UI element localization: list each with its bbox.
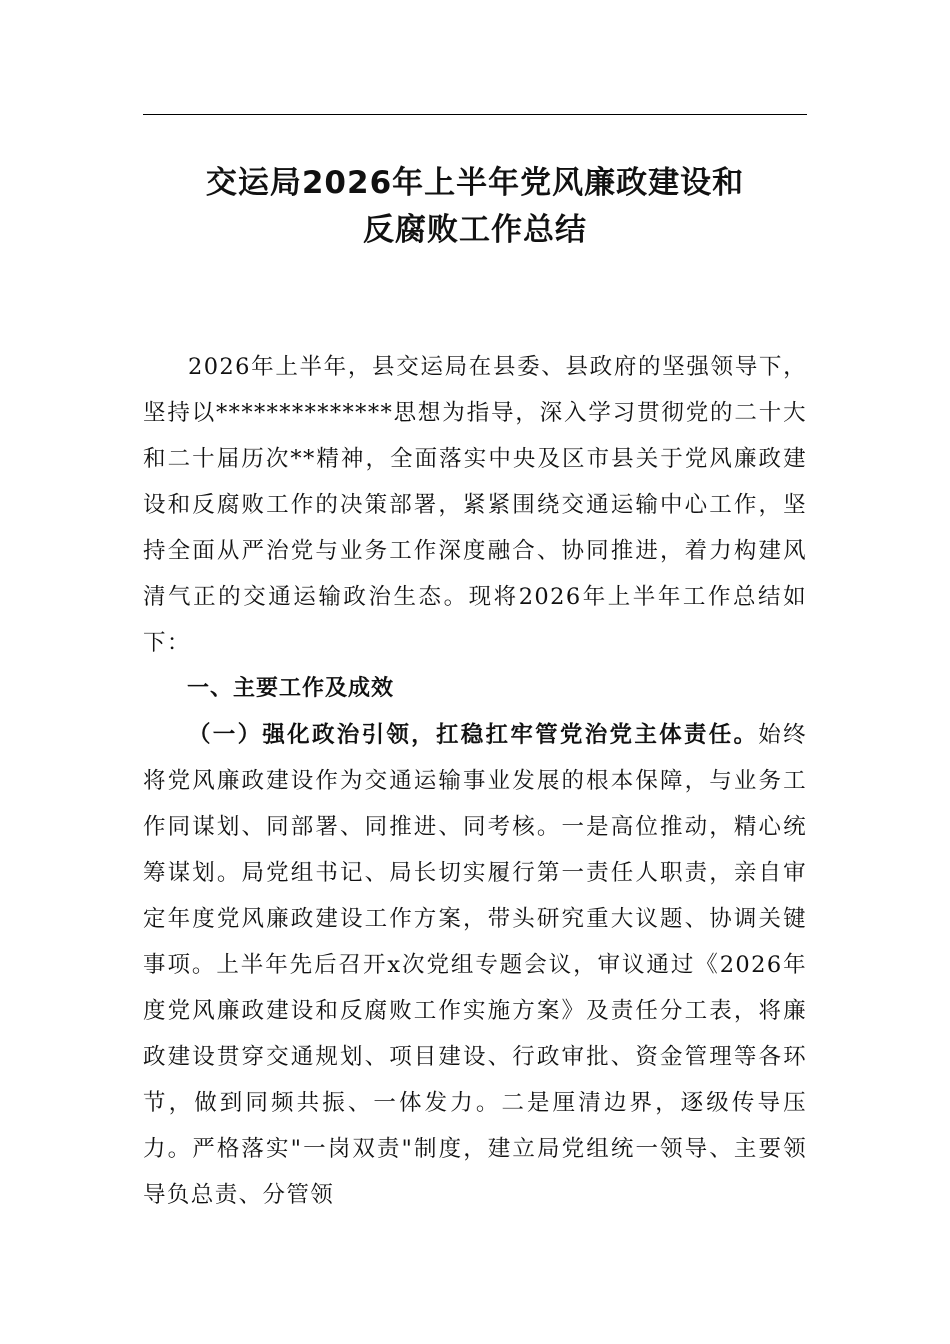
subsection-1-paragraph (143, 712, 807, 1218)
section-heading-1: 一、主要工作及成效 (187, 676, 395, 701)
header-rule (143, 114, 807, 115)
title-line-2: 反腐败工作总结 (363, 212, 587, 248)
subsection-1-body: 始终将党风廉政建设作为交通运输事业发展的根本保障，与业务工作同谋划、同部署、同推进、同考核。一是高位推动，精心统筹谋划。局党组书记、局长切实履行第一责任人职责，亲自审定年度党风廉政建设工作方案，带头研究重大议题、协调关键事项。上半年先后召开x次党组专题会议，审议通过《2026年度党风廉政建设和反腐败工作实施方案》及责任分工表，将廉政建设贯穿交通规划、项目建设、行政审批、资金管理等各环节，做到同频共振、一体发力。二是厘清边界，逐级传导压力。严格落实"一岗双责"制度，建立局党组统一领导、主要领导负总责、分管领 (143, 722, 807, 1208)
subsection-1-lead: （一）强化政治引领，扛稳扛牢管党治党主体责任。 (188, 722, 759, 748)
document-title (143, 160, 807, 254)
title-line-1: 交运局2026年上半年党风廉政建设和 (205, 165, 745, 201)
intro-paragraph: 2026年上半年，县交运局在县委、县政府的坚强领导下，坚持以**************思想为指导，深入学习贯彻党的二十大和二十届历次**精神，全面落实中央及区市县关于党风廉政建设和反腐败工作的决策部署，紧紧围绕交通运输中心工作，坚持全面从严治党与业务工作深度融合、协同推进，着力构建风清气正的交通运输政治生态。现将2026年上半年工作总结如下： (143, 354, 807, 656)
document-body (143, 344, 807, 1218)
